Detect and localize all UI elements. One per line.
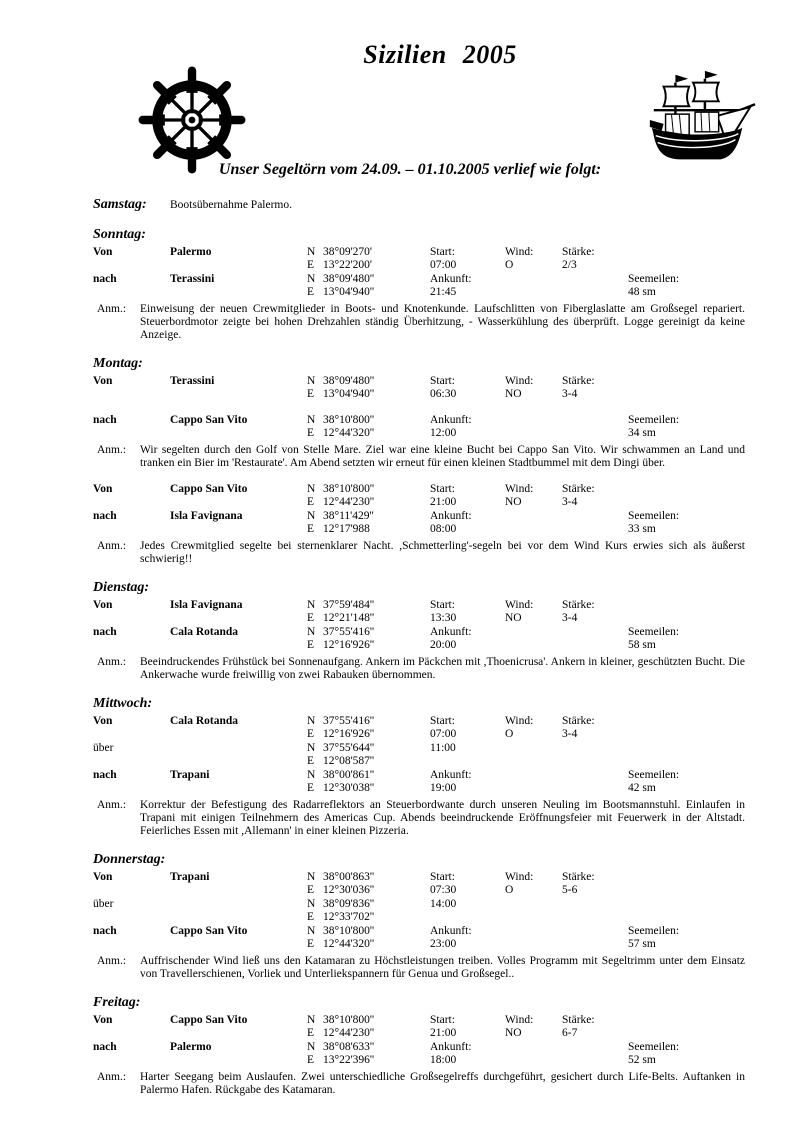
staerke-value: 3-4 xyxy=(562,388,578,400)
seemeilen-value: 48 sm xyxy=(628,286,656,298)
day-section xyxy=(93,696,745,838)
place-to: Cala Rotanda xyxy=(170,626,239,638)
start-label: Start: xyxy=(430,599,455,611)
lat-letter: N xyxy=(307,599,316,611)
lat-letter: N xyxy=(307,925,316,937)
log-row xyxy=(93,1014,745,1027)
log-row xyxy=(93,938,745,951)
lat-letter: N xyxy=(307,715,316,727)
log-row xyxy=(93,427,745,440)
log-row xyxy=(93,259,745,272)
ankunft-time: 18:00 xyxy=(430,1054,457,1066)
log-row xyxy=(93,755,745,768)
lat-value: 38°00'861'' xyxy=(323,769,375,781)
lat-letter: N xyxy=(307,898,316,910)
wind-value: O xyxy=(505,728,514,740)
staerke-label: Stärke: xyxy=(562,375,595,387)
wind-label: Wind: xyxy=(505,599,534,611)
leg-direction-nach: nach xyxy=(93,273,117,285)
log-row xyxy=(93,898,745,911)
wind-value: NO xyxy=(505,496,522,508)
trip-leg xyxy=(93,375,745,470)
start-label: Start: xyxy=(430,1014,455,1026)
wind-label: Wind: xyxy=(505,1014,534,1026)
lat-letter: N xyxy=(307,246,316,258)
seemeilen-value: 34 sm xyxy=(628,427,656,439)
trip-leg xyxy=(93,483,745,566)
lon-value: 13°04'940'' xyxy=(323,286,375,298)
day-heading-row xyxy=(93,580,745,596)
log-sections xyxy=(93,197,745,1097)
ankunft-label: Ankunft: xyxy=(430,769,472,781)
log-row xyxy=(93,246,745,259)
place-to: Cappo San Vito xyxy=(170,414,248,426)
anm-note-row xyxy=(93,799,745,838)
lon-letter: E xyxy=(307,639,315,651)
lat-value: 38°09'480'' xyxy=(323,273,375,285)
start-label: Start: xyxy=(430,375,455,387)
ankunft-label: Ankunft: xyxy=(430,414,472,426)
wind-label: Wind: xyxy=(505,375,534,387)
anm-label: Anm.: xyxy=(97,955,127,967)
lat-value: 38°10'800'' xyxy=(323,925,375,937)
trip-leg xyxy=(93,715,745,838)
staerke-value: 3-4 xyxy=(562,728,578,740)
via-time: 14:00 xyxy=(430,898,457,910)
ankunft-time: 12:00 xyxy=(430,427,457,439)
lat-letter: N xyxy=(307,1041,316,1053)
log-row xyxy=(93,925,745,938)
anm-text: Korrektur der Befestigung des Radarreflektors an Steuerbordwante durch unseren Neuling im Bootsmannstuhl. Einlaufen in Trapani mit einigen Teilnehmern des Americas Cup. Abends beeindruckende Eröffnungsfeier mit Feuerwerk in der Altstadt. Feierliches Essen mit ,Allemann' in einer kleinen Pizzeria. xyxy=(140,799,745,837)
leg-direction-von: Von xyxy=(93,375,113,387)
seemeilen-label: Seemeilen: xyxy=(628,1041,680,1053)
seemeilen-label: Seemeilen: xyxy=(628,769,680,781)
log-row xyxy=(93,1027,745,1040)
leg-direction-nach: nach xyxy=(93,1041,117,1053)
lon-letter: E xyxy=(307,259,315,271)
log-row xyxy=(93,884,745,897)
staerke-value: 5-6 xyxy=(562,884,578,896)
log-row xyxy=(93,769,745,782)
lon-letter: E xyxy=(307,523,315,535)
staerke-label: Stärke: xyxy=(562,1014,595,1026)
log-row xyxy=(93,1054,745,1067)
lon-value: 12°44'230'' xyxy=(323,1027,375,1039)
log-row xyxy=(93,1041,745,1054)
lat-letter: N xyxy=(307,273,316,285)
lat-value: 38°09'270' xyxy=(323,246,372,258)
anm-label: Anm.: xyxy=(97,799,127,811)
day-heading-row xyxy=(93,696,745,712)
lat-value: 38°08'633'' xyxy=(323,1041,375,1053)
log-row xyxy=(93,599,745,612)
anm-text: Auffrischender Wind ließ uns den Katamaran zu Höchstleistungen treiben. Volles Programm mit Segeltrimm unter dem Einsatz von Travellerschienen, Vorliek und Unterliekspannern für Genua und Großsegel.. xyxy=(140,955,745,980)
leg-direction-nach: nach xyxy=(93,626,117,638)
lat-letter: N xyxy=(307,769,316,781)
log-row xyxy=(93,612,745,625)
log-row xyxy=(93,483,745,496)
start-time: 21:00 xyxy=(430,1027,457,1039)
leg-direction-von: Von xyxy=(93,599,113,611)
day-heading: Mittwoch: xyxy=(93,696,153,711)
anm-text: Harter Seegang beim Auslaufen. Zwei unterschiedliche Großsegelreffs durchgeführt, gesichert durch Life-Belts. Auftanken in Palermo Hafen. Rückgabe des Katamaran. xyxy=(140,1071,745,1096)
lon-value: 13°04'940'' xyxy=(323,388,375,400)
lat-value: 37°55'416'' xyxy=(323,715,375,727)
lat-letter: N xyxy=(307,742,316,754)
log-row xyxy=(93,375,745,388)
lon-letter: E xyxy=(307,612,315,624)
start-label: Start: xyxy=(430,715,455,727)
day-heading: Freitag: xyxy=(93,995,141,1010)
lat-value: 37°59'484'' xyxy=(323,599,375,611)
day-heading-row xyxy=(93,852,745,868)
day-heading: Sonntag: xyxy=(93,227,146,242)
staerke-value: 3-4 xyxy=(562,612,578,624)
place-from: Cala Rotanda xyxy=(170,715,239,727)
place-from: Palermo xyxy=(170,246,212,258)
lat-letter: N xyxy=(307,483,316,495)
day-section xyxy=(93,197,745,213)
lon-letter: E xyxy=(307,728,315,740)
lon-value: 12°08'587'' xyxy=(323,755,375,767)
leg-direction-von: Von xyxy=(93,871,113,883)
anm-label: Anm.: xyxy=(97,444,127,456)
seemeilen-value: 33 sm xyxy=(628,523,656,535)
place-to: Isla Favignana xyxy=(170,510,243,522)
seemeilen-value: 57 sm xyxy=(628,938,656,950)
log-row xyxy=(93,639,745,652)
seemeilen-label: Seemeilen: xyxy=(628,414,680,426)
staerke-value: 2/3 xyxy=(562,259,577,271)
lat-letter: N xyxy=(307,414,316,426)
staerke-label: Stärke: xyxy=(562,599,595,611)
day-section xyxy=(93,580,745,682)
log-row xyxy=(93,626,745,639)
leg-direction-von: Von xyxy=(93,1014,113,1026)
wind-value: NO xyxy=(505,388,522,400)
day-heading-row xyxy=(93,227,745,243)
wind-value: O xyxy=(505,259,514,271)
lat-value: 38°10'800'' xyxy=(323,414,375,426)
lat-value: 38°10'800'' xyxy=(323,483,375,495)
wind-value: NO xyxy=(505,612,522,624)
ankunft-time: 19:00 xyxy=(430,782,457,794)
anm-note-row xyxy=(93,1071,745,1097)
log-row xyxy=(93,510,745,523)
lat-value: 38°00'863'' xyxy=(323,871,375,883)
log-row xyxy=(93,782,745,795)
anm-text: Einweisung der neuen Crewmitglieder in Boots- und Knotenkunde. Laufschlitten von Fiberglaslatte am Großsegel repariert. Steuerbordmotor zeigte bei hohen Drehzahlen ständig Überhitzung, - Wasserkühlung des überprüft. Logge gereinigt da keine Anzeige. xyxy=(140,303,745,341)
leg-direction-ueber: über xyxy=(93,898,114,910)
lat-letter: N xyxy=(307,510,316,522)
lon-value: 12°30'036'' xyxy=(323,884,375,896)
log-row xyxy=(93,715,745,728)
lat-value: 37°55'416'' xyxy=(323,626,375,638)
day-section xyxy=(93,356,745,566)
anm-label: Anm.: xyxy=(97,540,127,552)
anm-note-row xyxy=(93,540,745,566)
lon-value: 12°16'926'' xyxy=(323,639,375,651)
start-label: Start: xyxy=(430,246,455,258)
day-heading: Donnerstag: xyxy=(93,852,166,867)
day-note: Bootsübernahme Palermo. xyxy=(170,199,293,211)
ship-wheel-icon xyxy=(136,64,248,176)
anm-note-row xyxy=(93,955,745,981)
wind-value: NO xyxy=(505,1027,522,1039)
anm-label: Anm.: xyxy=(97,303,127,315)
lon-letter: E xyxy=(307,286,315,298)
lat-letter: N xyxy=(307,375,316,387)
leg-direction-von: Von xyxy=(93,715,113,727)
start-time: 21:00 xyxy=(430,496,457,508)
ankunft-label: Ankunft: xyxy=(430,510,472,522)
wind-label: Wind: xyxy=(505,483,534,495)
leg-direction-von: Von xyxy=(93,246,113,258)
seemeilen-value: 58 sm xyxy=(628,639,656,651)
leg-direction-von: Von xyxy=(93,483,113,495)
lon-value: 12°16'926'' xyxy=(323,728,375,740)
lon-letter: E xyxy=(307,782,315,794)
anm-note-row xyxy=(93,444,745,470)
place-to: Palermo xyxy=(170,1041,212,1053)
seemeilen-value: 52 sm xyxy=(628,1054,656,1066)
lat-letter: N xyxy=(307,871,316,883)
day-heading: Dienstag: xyxy=(93,580,149,595)
start-time: 07:00 xyxy=(430,259,457,271)
lon-value: 12°44'320'' xyxy=(323,427,375,439)
staerke-label: Stärke: xyxy=(562,483,595,495)
lon-letter: E xyxy=(307,911,315,923)
lon-value: 12°33'702'' xyxy=(323,911,375,923)
lat-letter: N xyxy=(307,626,316,638)
lon-value: 12°17'988 xyxy=(323,523,370,535)
log-row xyxy=(93,742,745,755)
lon-letter: E xyxy=(307,388,315,400)
sailing-ship-icon xyxy=(640,70,758,170)
lon-letter: E xyxy=(307,1027,315,1039)
lon-value: 13°22'200' xyxy=(323,259,372,271)
lat-value: 38°10'800'' xyxy=(323,1014,375,1026)
start-time: 06:30 xyxy=(430,388,457,400)
log-row xyxy=(93,871,745,884)
anm-text: Jedes Crewmitglied segelte bei sternenklarer Nacht. ,Schmetterling'-segeln bei vor dem Wind Kurs erwies sich als äußerst schwierig!! xyxy=(140,540,745,565)
lat-letter: N xyxy=(307,1014,316,1026)
day-section xyxy=(93,995,745,1097)
staerke-label: Stärke: xyxy=(562,246,595,258)
lat-value: 38°11'429'' xyxy=(323,510,374,522)
ankunft-time: 21:45 xyxy=(430,286,457,298)
page-title: Sizilien 2005 xyxy=(363,40,517,69)
trip-leg xyxy=(93,871,745,981)
log-row xyxy=(93,523,745,536)
lon-value: 12°44'230'' xyxy=(323,496,375,508)
wind-value: O xyxy=(505,884,514,896)
start-time: 13:30 xyxy=(430,612,457,624)
lon-letter: E xyxy=(307,1054,315,1066)
leg-direction-nach: nach xyxy=(93,414,117,426)
day-heading: Samstag: xyxy=(93,197,147,212)
lat-value: 37°55'644'' xyxy=(323,742,375,754)
ankunft-time: 08:00 xyxy=(430,523,457,535)
place-from: Cappo San Vito xyxy=(170,1014,248,1026)
seemeilen-label: Seemeilen: xyxy=(628,925,680,937)
anm-text: Wir segelten durch den Golf von Stelle Mare. Ziel war eine kleine Bucht bei Cappo San Vito. Wir schwammen an Land und tranken ein Bier im 'Restaurate'. Am Abend setzten wir erneut für einen kleinen Stadtbummel mit dem Dingi über. xyxy=(140,444,745,469)
lat-value: 38°09'836'' xyxy=(323,898,375,910)
log-row xyxy=(93,273,745,286)
staerke-label: Stärke: xyxy=(562,715,595,727)
leg-direction-nach: nach xyxy=(93,769,117,781)
ankunft-time: 20:00 xyxy=(430,639,457,651)
leg-direction-nach: nach xyxy=(93,510,117,522)
day-heading-row xyxy=(93,995,745,1011)
anm-text: Beeindruckendes Frühstück bei Sonnenaufgang. Ankern im Päckchen mit ,Thoenicrusa'. Ankern in kleiner, geschützten Bucht. Die Ankerwache wurde freiwillig von zwei Rabauken übernommen. xyxy=(140,656,745,681)
ankunft-label: Ankunft: xyxy=(430,273,472,285)
anm-note-row xyxy=(93,303,745,342)
start-time: 07:30 xyxy=(430,884,457,896)
lon-value: 13°22'396'' xyxy=(323,1054,375,1066)
anm-note-row xyxy=(93,656,745,682)
lon-letter: E xyxy=(307,496,315,508)
seemeilen-label: Seemeilen: xyxy=(628,626,680,638)
lon-letter: E xyxy=(307,427,315,439)
staerke-value: 6-7 xyxy=(562,1027,578,1039)
ankunft-label: Ankunft: xyxy=(430,626,472,638)
seemeilen-value: 42 sm xyxy=(628,782,656,794)
place-from: Trapani xyxy=(170,871,210,883)
day-heading-row xyxy=(93,356,745,372)
trip-leg xyxy=(93,1014,745,1097)
trip-leg xyxy=(93,246,745,342)
seemeilen-label: Seemeilen: xyxy=(628,510,680,522)
log-row xyxy=(93,728,745,741)
log-row xyxy=(93,414,745,427)
staerke-value: 3-4 xyxy=(562,496,578,508)
staerke-label: Stärke: xyxy=(562,871,595,883)
anm-label: Anm.: xyxy=(97,656,127,668)
place-from: Isla Favignana xyxy=(170,599,243,611)
anm-label: Anm.: xyxy=(97,1071,127,1083)
place-to: Cappo San Vito xyxy=(170,925,248,937)
start-time: 07:00 xyxy=(430,728,457,740)
leg-direction-nach: nach xyxy=(93,925,117,937)
lon-letter: E xyxy=(307,884,315,896)
lat-value: 38°09'480'' xyxy=(323,375,375,387)
log-row xyxy=(93,496,745,509)
leg-direction-ueber: über xyxy=(93,742,114,754)
log-row xyxy=(93,286,745,299)
ankunft-time: 23:00 xyxy=(430,938,457,950)
wind-label: Wind: xyxy=(505,246,534,258)
lon-letter: E xyxy=(307,755,315,767)
lon-value: 12°44'320'' xyxy=(323,938,375,950)
place-from: Terassini xyxy=(170,375,215,387)
lon-value: 12°21'148'' xyxy=(323,612,375,624)
place-from: Cappo San Vito xyxy=(170,483,248,495)
lon-letter: E xyxy=(307,938,315,950)
log-row xyxy=(93,388,745,401)
lon-value: 12°30'038'' xyxy=(323,782,375,794)
wind-label: Wind: xyxy=(505,871,534,883)
start-label: Start: xyxy=(430,871,455,883)
trip-leg xyxy=(93,599,745,682)
day-heading: Montag: xyxy=(93,356,143,371)
day-section xyxy=(93,852,745,981)
day-heading-row xyxy=(93,197,745,213)
place-to: Terassini xyxy=(170,273,215,285)
day-section xyxy=(93,227,745,342)
place-to: Trapani xyxy=(170,769,210,781)
page-subtitle: Unser Segeltörn vom 24.09. – 01.10.2005 verlief wie folgt: xyxy=(218,161,602,178)
log-row xyxy=(93,911,745,924)
ankunft-label: Ankunft: xyxy=(430,1041,472,1053)
ankunft-label: Ankunft: xyxy=(430,925,472,937)
via-time: 11:00 xyxy=(430,742,456,754)
seemeilen-label: Seemeilen: xyxy=(628,273,680,285)
start-label: Start: xyxy=(430,483,455,495)
wind-label: Wind: xyxy=(505,715,534,727)
